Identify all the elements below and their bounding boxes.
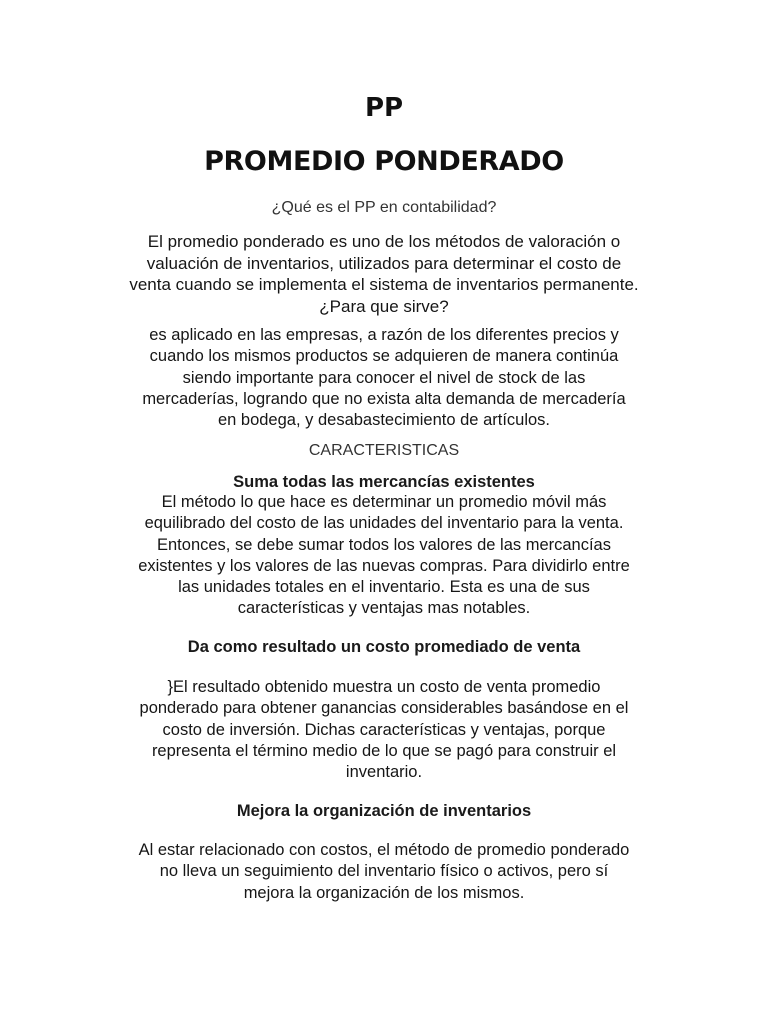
section1-line: Entonces, se debe sumar todos los valores de las mercancías [157,535,611,554]
section2-heading: Da como resultado un costo promediado de venta [187,638,581,656]
section2-line: costo de inversión. Dichas características y ventajas, porque [162,720,606,739]
section2-line: }El resultado obtenido muestra un costo de venta promedio [167,678,601,696]
section1-line: las unidades totales en el inventario. Esta es una de sus [178,578,590,597]
purpose-line: cuando los mismos productos se adquieren de manera continúa [149,347,619,366]
section3-line: no lleva un seguimiento del inventario físico o activos, pero sí [159,862,609,881]
section1-line: equilibrado del costo de las unidades del inventario para la venta. [144,514,624,533]
purpose-line: mercaderías, logrando que no exista alta demanda de mercadería [142,389,626,408]
section1-line: existentes y los valores de las nuevas compras. Para dividirlo entre [138,556,630,575]
question-line: ¿Qué es el PP en contabilidad? [271,199,497,216]
title-short: PP [364,93,404,123]
intro-line: El promedio ponderado es uno de los métodos de valoración o [147,232,621,251]
section1-paragraph [100,492,668,620]
title-long: PROMEDIO PONDERADO [204,146,564,177]
purpose-paragraph [100,325,668,431]
section3-line: Al estar relacionado con costos, el método de promedio ponderado [138,841,630,859]
purpose-line: en bodega, y desabastecimiento de artículos. [217,411,551,430]
section1-line: características y ventajas mas notables. [237,599,531,618]
section3-paragraph [100,840,668,904]
intro-line: venta cuando se implementa el sistema de inventarios permanente. [129,275,639,295]
section2-paragraph [100,677,668,783]
purpose-line: es aplicado en las empresas, a razón de los diferentes precios y [149,326,619,344]
section3-line: mejora la organización de los mismos. [243,883,525,902]
section2-line: representa el término medio de lo que se pagó para construir el [151,741,617,760]
intro-line: ¿Para que sirve? [319,296,449,316]
section2-line: ponderado para obtener ganancias considerables basándose en el [139,699,629,718]
section2-line: inventario. [345,763,423,782]
section1-line: El método lo que hace es determinar un promedio móvil más [161,493,607,511]
section1-heading: Suma todas las mercancías existentes [233,473,535,491]
intro-line: valuación de inventarios, utilizados para determinar el costo de [146,253,622,273]
intro-paragraph [100,231,668,317]
section3-heading: Mejora la organización de inventarios [236,802,532,820]
purpose-line: siendo importante para conocer el nivel de stock de las [182,368,586,387]
features-heading: CARACTERISTICAS [308,442,460,459]
